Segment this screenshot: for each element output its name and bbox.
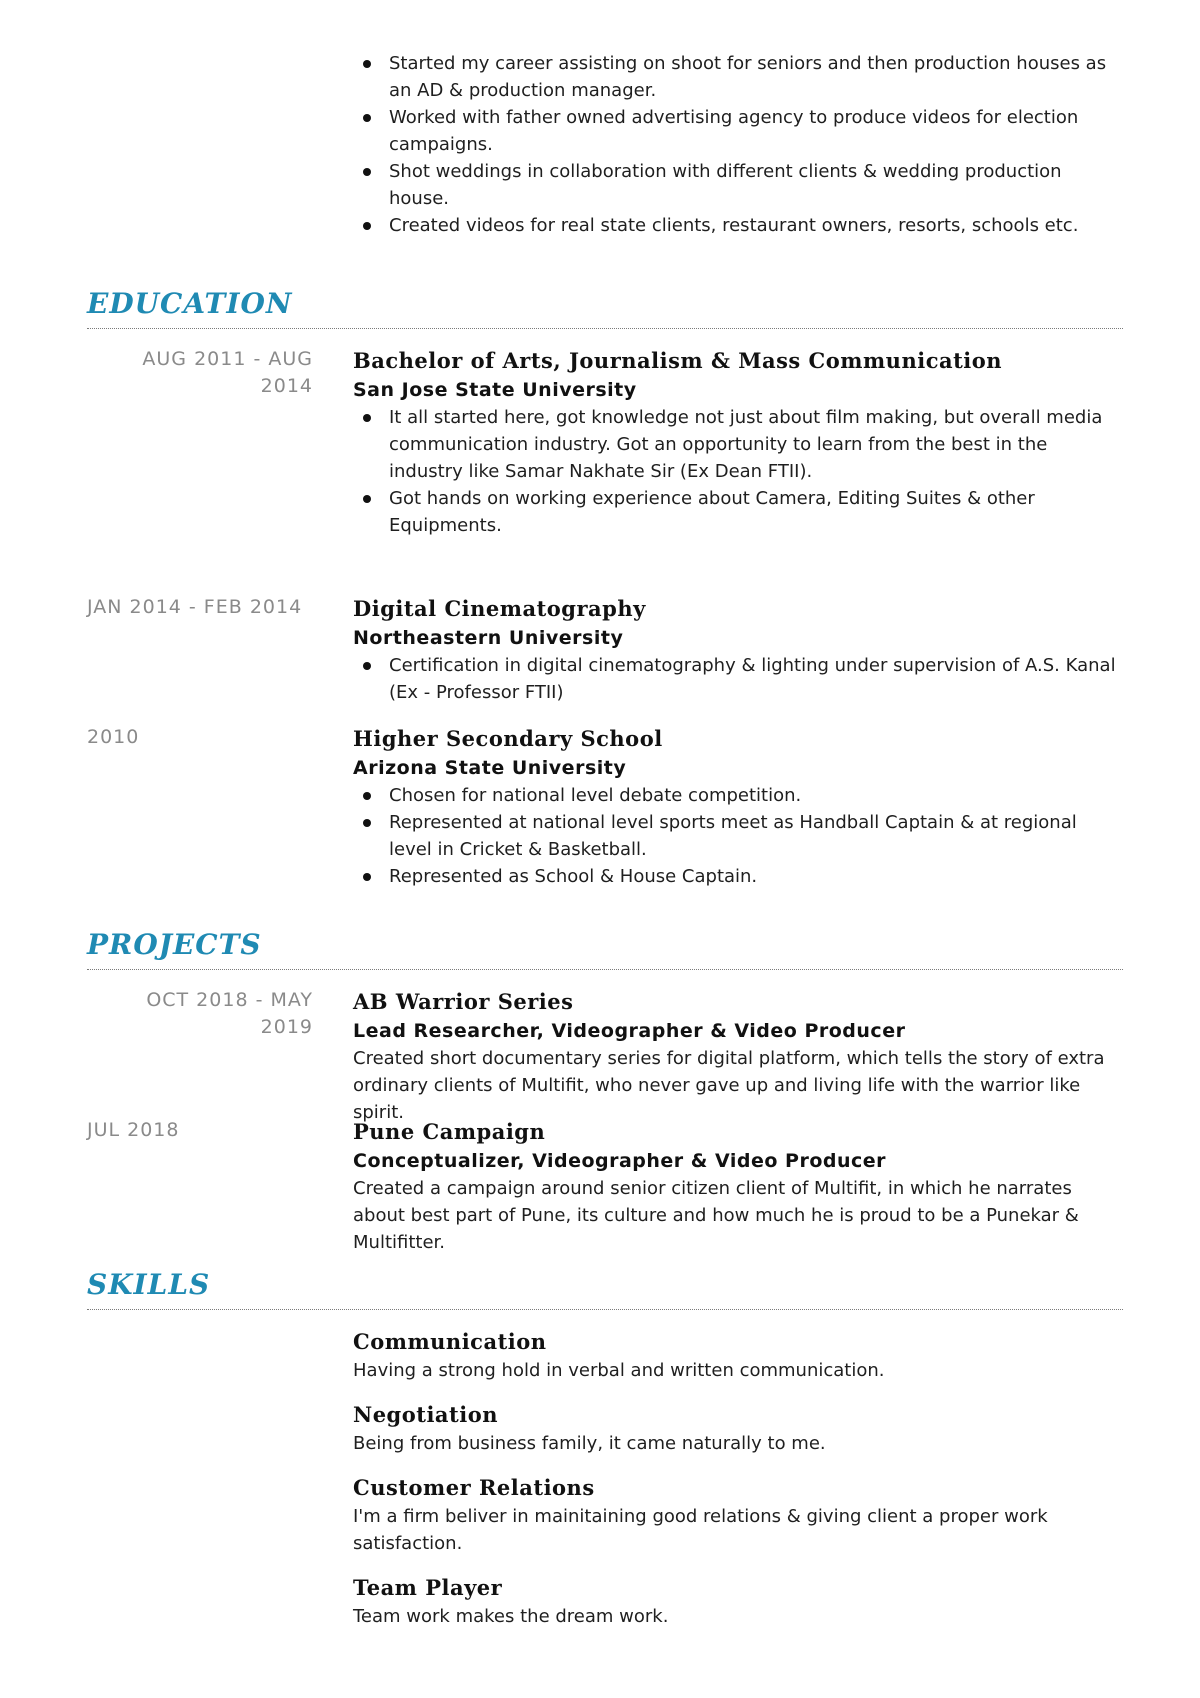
entry-description: Created short documentary series for digital platform, which tells the story of extra ordinary clients of Multifit, who never gave up and living life with the warrior like spirit. xyxy=(353,1048,1105,1123)
entry-date: JUL 2018 xyxy=(87,1119,180,1141)
list-item: It all started here, got knowledge not just about film making, but overall media communication industry. Got an opportunity to learn from the best in the industry like Samar Nakhate Sir (Ex Dean FTII). xyxy=(353,404,1123,485)
entry-role: Lead Researcher, Videographer & Video Producer xyxy=(353,1020,906,1042)
list-item: Represented as School & House Captain. xyxy=(353,863,1123,890)
skill-name: Team Player xyxy=(353,1575,503,1600)
entry-institution: Arizona State University xyxy=(353,757,627,779)
skill-description: Team work makes the dream work. xyxy=(353,1606,669,1627)
skill-name: Negotiation xyxy=(353,1402,498,1427)
section-heading: EDUCATION xyxy=(87,287,293,320)
education-section xyxy=(87,286,1123,887)
section-heading: PROJECTS xyxy=(87,928,262,961)
list-item: Chosen for national level debate competition. xyxy=(353,782,1123,809)
entry-institution: San Jose State University xyxy=(353,379,637,401)
entry-title: Pune Campaign xyxy=(353,1119,546,1144)
section-divider xyxy=(87,1309,1123,1310)
skill-description: Having a strong hold in verbal and written communication. xyxy=(353,1360,885,1381)
section-divider xyxy=(87,969,1123,970)
list-item: Started my career assisting on shoot for seniors and then production houses as an AD & production manager. xyxy=(353,50,1123,104)
list-item: Certification in digital cinematography & lighting under supervision of A.S. Kanal (Ex - Professor FTII) xyxy=(353,652,1123,706)
list-item: Represented at national level sports meet as Handball Captain & at regional level in Cricket & Basketball. xyxy=(353,809,1123,863)
entry-role: Conceptualizer, Videographer & Video Producer xyxy=(353,1150,887,1172)
entry-title: Higher Secondary School xyxy=(353,726,663,751)
skills-section xyxy=(87,1267,1123,1627)
list-item: Got hands on working experience about Camera, Editing Suites & other Equipments. xyxy=(353,485,1123,539)
entry-date: OCT 2018 - MAY 2019 xyxy=(146,989,313,1038)
entry-date: JAN 2014 - FEB 2014 xyxy=(87,596,303,618)
entry-date: 2010 xyxy=(87,726,140,748)
skill-description: Being from business family, it came naturally to me. xyxy=(353,1433,826,1454)
entry-title: Digital Cinematography xyxy=(353,596,646,621)
list-item: Shot weddings in collaboration with different clients & wedding production house. xyxy=(353,158,1123,212)
list-item: Worked with father owned advertising agency to produce videos for election campaigns. xyxy=(353,104,1123,158)
entry-description: Created a campaign around senior citizen client of Multifit, in which he narrates about best part of Pune, its culture and how much he is proud to be a Punekar & Multifitter. xyxy=(353,1178,1079,1253)
entry-institution: Northeastern University xyxy=(353,627,624,649)
list-item: Created videos for real state clients, restaurant owners, resorts, schools etc. xyxy=(353,212,1123,239)
experience-bullets xyxy=(353,50,1123,239)
skill-name: Customer Relations xyxy=(353,1475,595,1500)
section-divider xyxy=(87,328,1123,329)
entry-title: AB Warrior Series xyxy=(353,989,574,1014)
skill-name: Communication xyxy=(353,1329,547,1354)
entry-title: Bachelor of Arts, Journalism & Mass Communication xyxy=(353,348,1003,373)
skill-description: I'm a firm beliver in mainitaining good relations & giving client a proper work satisfaction. xyxy=(353,1506,1048,1554)
section-heading: SKILLS xyxy=(87,1268,211,1301)
entry-date: AUG 2011 - AUG 2014 xyxy=(142,348,313,397)
projects-section xyxy=(87,927,1123,1253)
